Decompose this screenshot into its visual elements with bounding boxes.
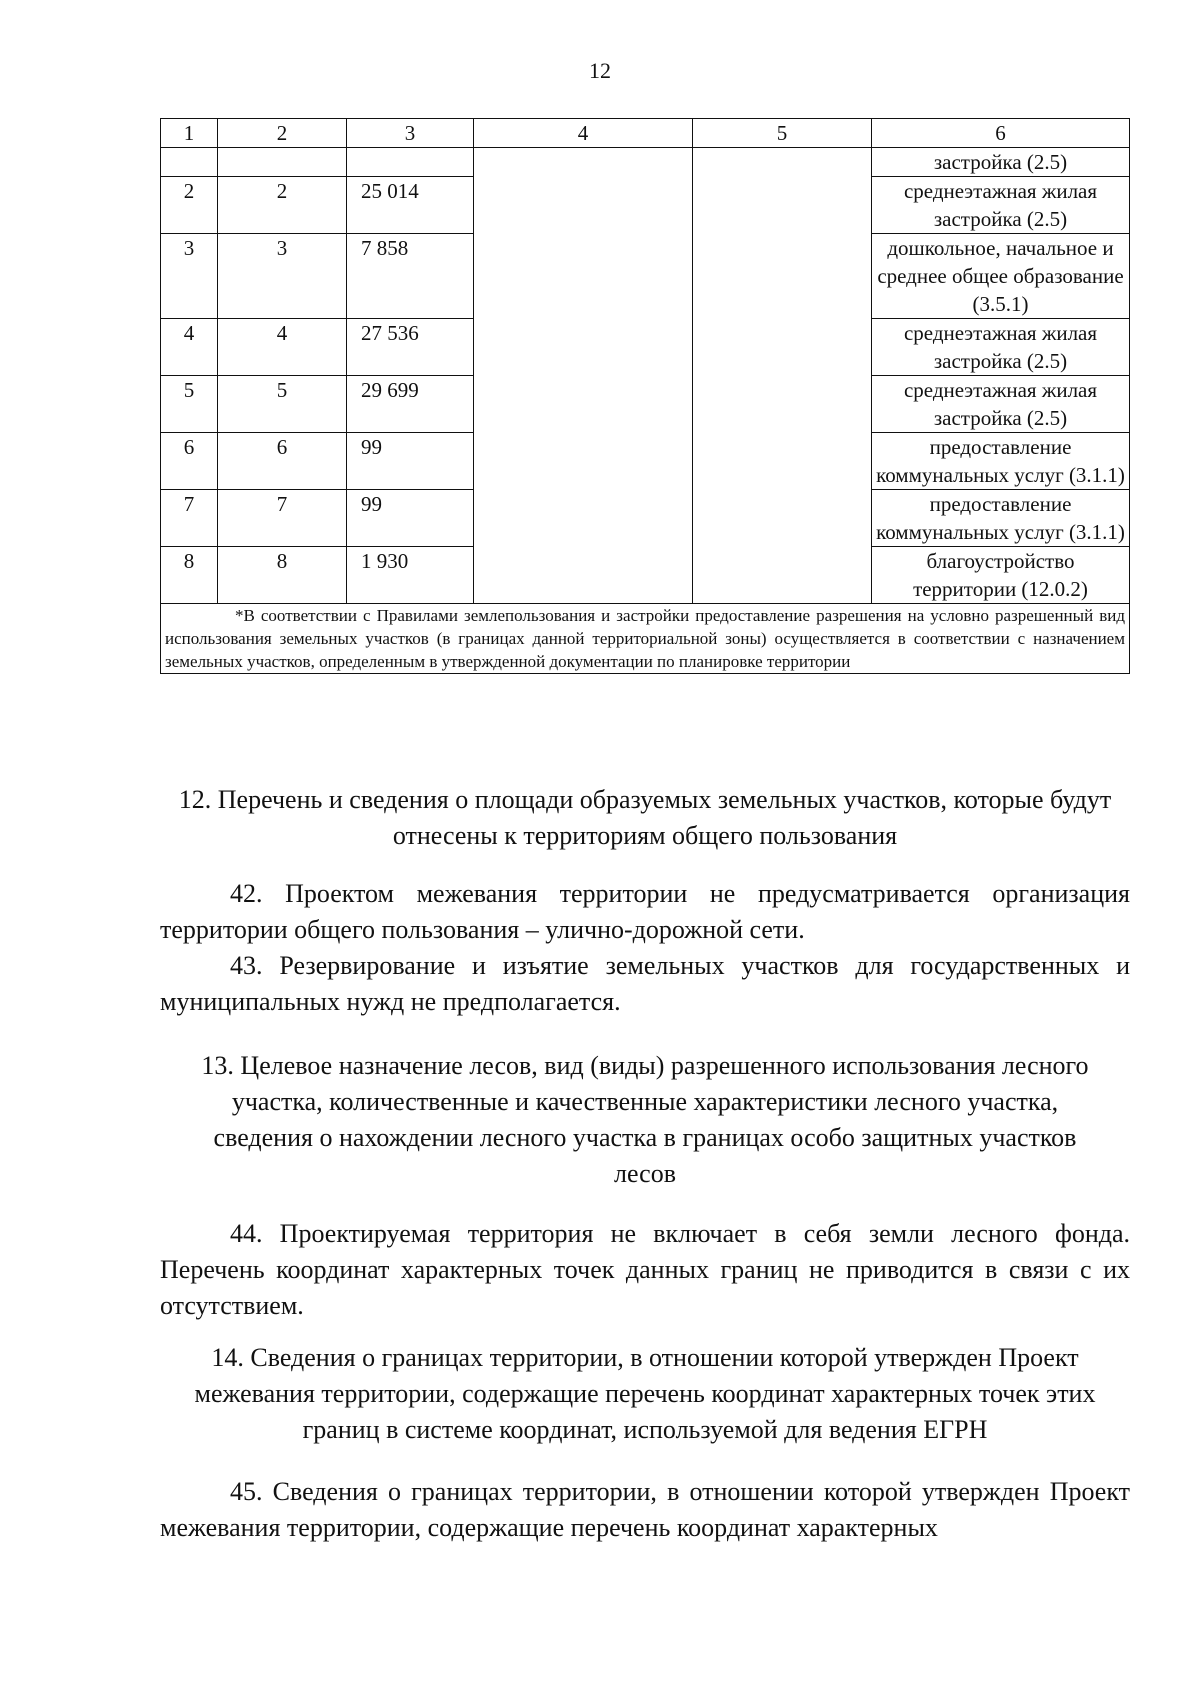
table-cell: среднеэтажная жилая застройка (2.5) [872, 319, 1130, 376]
header-cell: 1 [161, 119, 218, 148]
table-cell-merged [474, 148, 693, 604]
table-cell: 4 [218, 319, 347, 376]
page-number: 12 [589, 58, 611, 83]
footnote-text: *В соответствии с Правилами землепользования и застройки предоставление разрешения на условно разрешенный вид использования земельных участков (в границах данной территориальной зоны) осуществляется в соответствии с назначением земельных участков, определенным в утвержденной документации по планировке территории [165, 606, 1125, 671]
table-cell [218, 148, 347, 177]
table-cell: среднеэтажная жилая застройка (2.5) [872, 376, 1130, 433]
table-cell [347, 148, 474, 177]
table-cell: предоставление коммунальных услуг (3.1.1) [872, 490, 1130, 547]
land-plots-table [160, 118, 1130, 674]
table-cell: предоставление коммунальных услуг (3.1.1) [872, 433, 1130, 490]
header-cell: 6 [872, 119, 1130, 148]
paragraph-44: 44. Проектируемая территория не включает в себя земли лесного фонда. Перечень координат характерных точек данных границ не приводится в связи с их отсутствием. [160, 1219, 1130, 1320]
table-cell: 2 [161, 177, 218, 234]
paragraph-42: 42. Проектом межевания территории не предусматривается организация территории общего пользования – улично-дорожной сети. [160, 879, 1130, 944]
table-cell: дошкольное, начальное и среднее общее образование (3.5.1) [872, 234, 1130, 319]
paragraph-43: 43. Резервирование и изъятие земельных участков для государственных и муниципальных нужд не предполагается. [160, 951, 1130, 1016]
header-cell: 3 [347, 119, 474, 148]
table-row-continuation [161, 148, 1130, 177]
table-cell-merged [693, 148, 872, 604]
header-cell: 5 [693, 119, 872, 148]
table-cell: 6 [218, 433, 347, 490]
header-cell: 4 [474, 119, 693, 148]
table-cell: 7 [218, 490, 347, 547]
table-cell: 5 [218, 376, 347, 433]
table-cell: 2 [218, 177, 347, 234]
table-cell [161, 148, 218, 177]
table-cell: 25 014 [347, 177, 474, 234]
section-12-heading: 12. Перечень и сведения о площади образуемых земельных участков, которые будут отнесены к территориям общего пользования [178, 785, 1112, 850]
table-cell: 8 [218, 547, 347, 604]
table-cell: среднеэтажная жилая застройка (2.5) [872, 177, 1130, 234]
table-cell: 6 [161, 433, 218, 490]
table-cell: 3 [161, 234, 218, 319]
table-cell: 5 [161, 376, 218, 433]
section-13-heading: 13. Целевое назначение лесов, вид (виды) разрешенного использования лесного участка, количественные и качественные характеристики лесного участка, сведения о нахождении лесного участка в границах особо защитных участков лесов [201, 1051, 1089, 1188]
table-cell: застройка (2.5) [872, 148, 1130, 177]
table-cell: 99 [347, 490, 474, 547]
table-header-row [161, 119, 1130, 148]
table-cell: 7 858 [347, 234, 474, 319]
table-cell: 4 [161, 319, 218, 376]
table-cell: 27 536 [347, 319, 474, 376]
table-cell: 29 699 [347, 376, 474, 433]
header-cell: 2 [218, 119, 347, 148]
table-cell: благоустройство территории (12.0.2) [872, 547, 1130, 604]
table-cell: 8 [161, 547, 218, 604]
table-note-row [161, 604, 1130, 674]
section-14-heading: 14. Сведения о границах территории, в отношении которой утвержден Проект межевания территории, содержащие перечень координат характерных точек этих границ в системе координат, используемой для ведения ЕГРН [194, 1343, 1096, 1444]
table-cell: 3 [218, 234, 347, 319]
table-cell: 1 930 [347, 547, 474, 604]
table-cell: 7 [161, 490, 218, 547]
table-footnote [161, 604, 1130, 674]
table-cell: 99 [347, 433, 474, 490]
paragraph-45: 45. Сведения о границах территории, в отношении которой утвержден Проект межевания территории, содержащие перечень координат характерных [160, 1477, 1130, 1542]
